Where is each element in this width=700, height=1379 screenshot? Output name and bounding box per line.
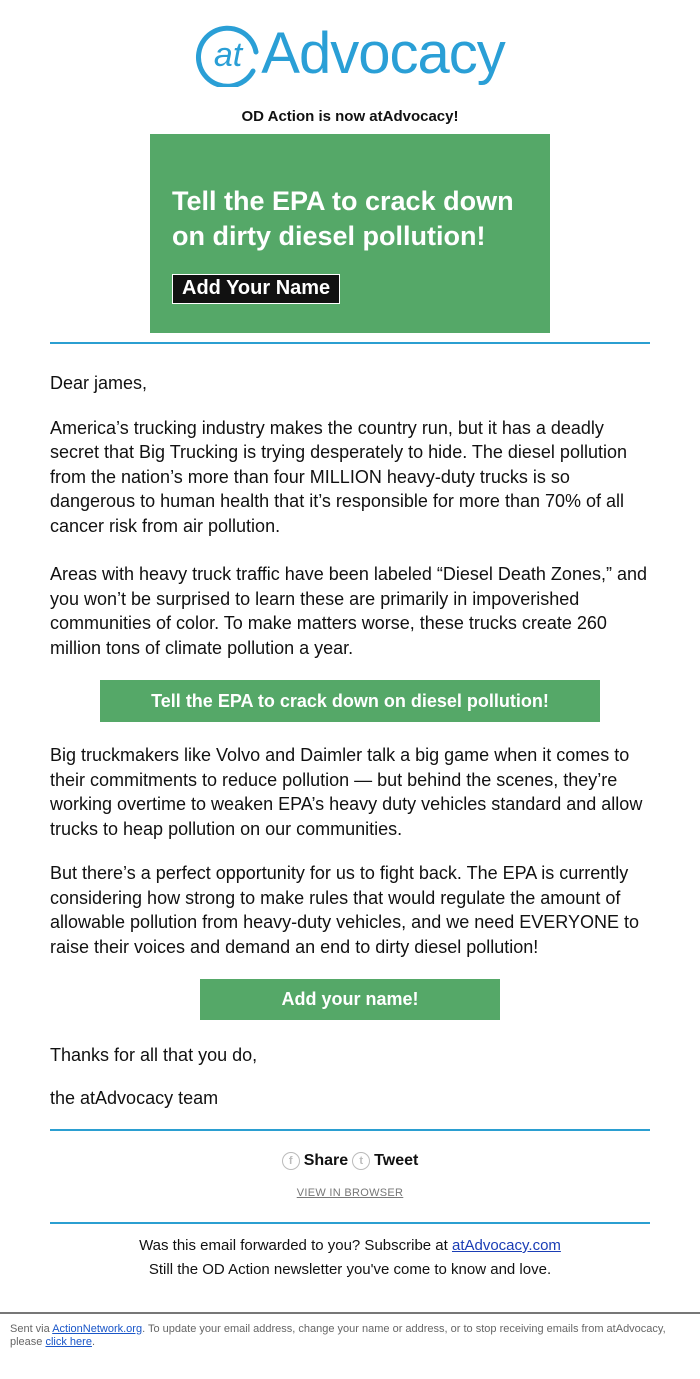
forwarded-line — [50, 1234, 650, 1258]
share-row — [50, 1151, 650, 1171]
logo-at-text: at — [214, 36, 243, 74]
brand-logo[interactable] — [50, 0, 650, 102]
forwarded-prefix: Was this email forwarded to you? Subscribe at — [139, 1237, 452, 1254]
paragraph-2: Areas with heavy truck traffic have been labeled “Diesel Death Zones,” and you won’t be surprised to learn these are primarily in impoverished communities of color. To make matters worse, these trucks create 260 million tons of climate pollution a year. — [50, 564, 647, 658]
cta-tell-epa-button[interactable]: Tell the EPA to crack down on diesel pollution! — [100, 680, 600, 722]
greeting: Dear james, — [50, 373, 148, 393]
hero-banner[interactable] — [150, 134, 550, 333]
facebook-share-button[interactable] — [282, 1152, 348, 1170]
cta-add-your-name-button[interactable]: Add your name! — [200, 979, 500, 1020]
sent-via-middle: . To update your email address, change your name or address, or to stop receiving emails from atAdvocacy, please — [10, 1323, 666, 1348]
twitter-icon: t — [352, 1152, 370, 1170]
sent-via-prefix: Sent via — [10, 1323, 53, 1335]
action-network-link[interactable]: ActionNetwork.org — [52, 1323, 143, 1335]
sent-via-suffix: . — [91, 1336, 96, 1348]
sent-via-notice — [0, 1312, 700, 1349]
share-label: Share — [303, 1152, 349, 1169]
unsubscribe-click-here-link[interactable]: click here — [45, 1336, 92, 1348]
divider-bottom — [50, 1222, 650, 1224]
divider-middle — [50, 1129, 650, 1131]
paragraph-3: Big truckmakers like Volvo and Daimler talk a big game when it comes to their commitments to reduce pollution — but behind the scenes, they’re working overtime to weaken EPA’s heavy duty vehicles standard and allow trucks to heap pollution on our communities. — [50, 745, 643, 839]
hero-add-name-button[interactable]: Add Your Name — [172, 274, 340, 304]
facebook-icon: f — [282, 1152, 300, 1170]
subscribe-link[interactable]: atAdvocacy.com — [451, 1237, 561, 1254]
footer — [50, 1234, 650, 1282]
tweet-label: Tweet — [374, 1152, 419, 1169]
letter-closing — [50, 1043, 650, 1110]
letter-body-continued — [50, 743, 650, 959]
paragraph-4: But there’s a perfect opportunity for us to fight back. The EPA is currently considering how strong to make rules that would regulate the amount of allowable pollution from heavy-duty vehicles, and we need EVERYONE to raise their voices and demand an end to dirty diesel pollution! — [50, 863, 639, 957]
twitter-tweet-button[interactable] — [352, 1152, 418, 1170]
letter-body — [50, 371, 650, 660]
logo-wordmark: Advocacy — [261, 21, 505, 86]
rebrand-notice: OD Action is now atAdvocacy! — [241, 108, 459, 125]
thanks-line: Thanks for all that you do, — [50, 1045, 258, 1065]
tagline: Still the OD Action newsletter you've come to know and love. — [148, 1261, 552, 1278]
signoff: the atAdvocacy team — [50, 1087, 219, 1108]
at-logo-icon — [195, 21, 259, 87]
view-in-browser-link[interactable]: VIEW IN BROWSER — [296, 1187, 404, 1199]
hero-title: Tell the EPA to crack down on dirty diesel pollution! — [172, 186, 514, 251]
paragraph-1: America’s trucking industry makes the country run, but it has a deadly secret that Big Trucking is trying desperately to hide. The diesel pollution from the nation’s more than four MILLION heavy-duty trucks is so dangerous to human health that it’s responsible for more than 70% of all cancer risk from air pollution. — [50, 417, 627, 536]
